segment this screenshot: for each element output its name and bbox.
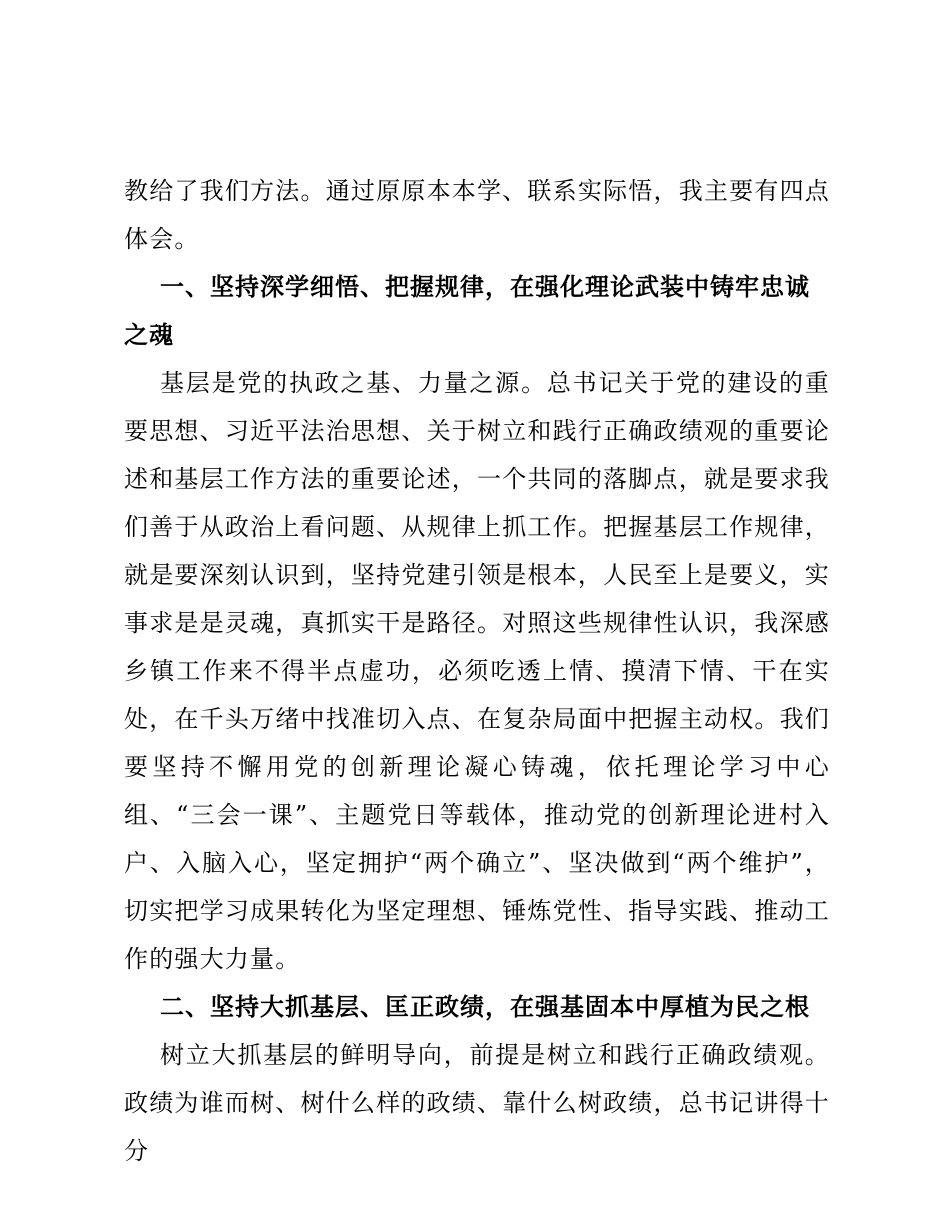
paragraph-section-1: 基层是党的执政之基、力量之源。总书记关于党的建设的重要思想、习近平法治思想、关于树立和践行正确政绩观的重要论述和基层工作方法的重要论述，一个共同的落脚点，就是要求我们善于从政治上看问题、从规律上抓工作。把握基层工作规律，就是要深刻认识到，坚持党建引领是根本，人民至上是要义，实事求是是灵魂，真抓实干是路径。对照这些规律性认识，我深感乡镇工作来不得半点虚功，必须吃透上情、摸清下情、干在实处，在千头万绪中找准切入点、在复杂局面中把握主动权。我们要坚持不懈用党的创新理论凝心铸魂，依托理论学习中心组、“三会一课”、主题党日等载体，推动党的创新理论进村入户、入脑入心，坚定拥护“两个确立”、坚决做到“两个维护”，切实把学习成果转化为坚定理想、锤炼党性、指导实践、推动工作的强大力量。 [124,369,830,973]
section-heading-2: 二、坚持大抓基层、匡正政绩，在强基固本中厚植为民之根 [160,993,810,1021]
paragraph-section-2: 树立大抓基层的鲜明导向，前提是树立和践行正确政绩观。政绩为谁而树、树什么样的政绩、靠什么树政绩，总书记讲得十分 [124,1041,830,1165]
paragraph-intro-continuation: 教给了我们方法。通过原原本本学、联系实际悟，我主要有四点体会。 [124,177,830,253]
section-heading-1: 一、坚持深学细悟、把握规律，在强化理论武装中铸牢忠诚之魂 [124,273,810,349]
document-body [124,167,830,1175]
